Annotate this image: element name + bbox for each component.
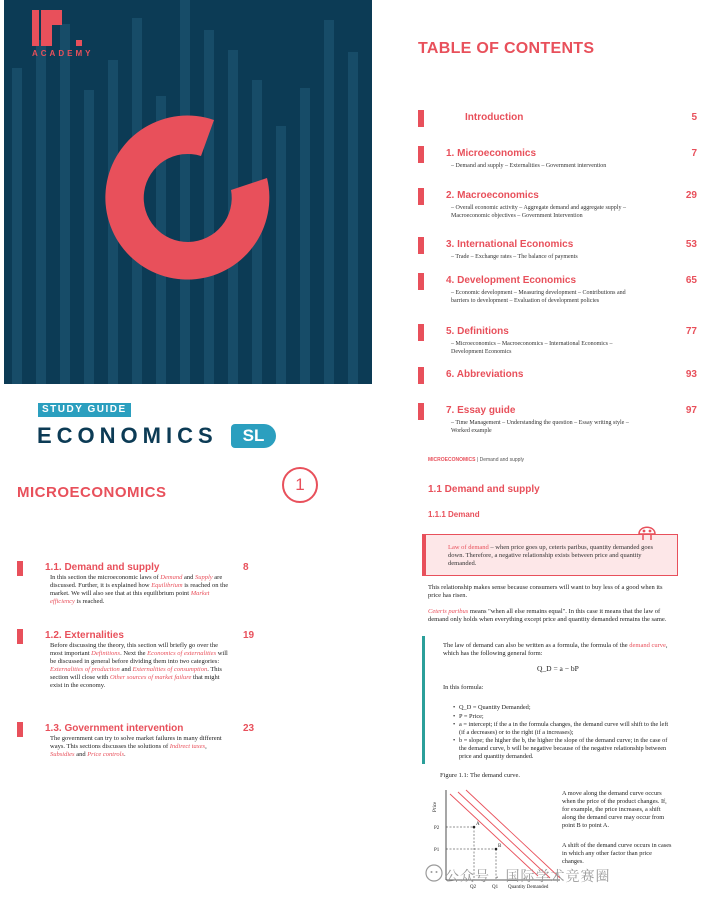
paragraph-relationship: This relationship makes sense because consumers will want to buy less of a good when its price has risen. [428,584,663,599]
brand-word: ACADEMY [32,49,94,58]
section-marker [17,629,23,644]
cover-bar [348,52,358,384]
toc-marker [418,273,424,290]
study-guide-label: STUDY GUIDE [38,403,131,417]
owl-mascot-icon [634,518,660,544]
section-marker [17,722,23,737]
toc-marker [418,188,424,205]
demand-formula: Q_D = a − bP [537,664,579,673]
formula-intro: The law of demand can also be written as a formula, the formula of the demand curve, which has the following general form: [443,642,668,657]
toc-entry-page: 7 [691,148,697,159]
toc-entry-page: 5 [691,112,697,123]
b-academy-logo-icon [32,10,97,46]
formula-definitions [453,704,673,761]
figure-note-shift: A shift of the demand curve occurs in cases in which any other factor than price changes. [562,842,672,865]
cover-bar [60,24,70,384]
list-item: • b = slope; the higher the b, the higher the slope of the demand curve; in the case of the demand curve, b will be negative because of the negative relationship between price and quantity demanded. [453,737,673,760]
cover-page [0,0,372,450]
p2-label: P2 [434,826,440,831]
law-of-demand-text: Law of demand – when price goes up, ceteris paribus, quantity demanded goes down. Therefore, a negative relationship exists between price and quantity demanded. [448,544,654,567]
section-marker [17,561,23,576]
list-item: • Q_D = Quantity Demanded; [453,704,673,712]
point-a-label: A [476,822,480,827]
toc-entry-page: 65 [685,275,697,286]
microeconomics-chapter-page [0,455,350,902]
p1-label: P1 [434,848,440,853]
cover-bar [84,90,94,384]
toc-entry-description: – Overall economic activity – Aggregate demand and aggregate supply – Macroeconomic objectives – Government Intervention [451,205,626,219]
toc-entry-title: 5. Definitions [446,326,509,337]
wechat-icon [425,864,443,882]
section-heading: 1.1 Demand and supply [428,484,540,495]
section-description: In this section the microeconomic laws of Demand and Supply are discussed. Further, it is explained how Equilibrium is reached on the market. We will also see that at this equilibrium point Market efficiency is reached. [50,574,229,605]
toc-marker [418,237,424,254]
toc-entry-page: 93 [685,369,697,380]
point-b-label: B [498,844,502,849]
cover-bar [36,40,46,384]
chapter-number-badge: 1 [282,467,318,503]
q2-label: Q2 [470,885,477,890]
point-a [473,826,476,829]
list-item: • a = intercept; if the a in the formula changes, the demand curve will shift to the left (if a decreases) or to the right (if a increases); [453,721,673,736]
watermark-text: 公众号 · 国际学术竞赛圈 [445,868,611,884]
toc-entry-title: Introduction [465,112,524,123]
toc-entry-page: 29 [685,190,697,201]
toc-entry-description: – Time Management – Understanding the question – Essay writing style – Worked example [451,420,629,434]
section-title: 1.1. Demand and supply [45,562,160,573]
toc-heading: TABLE OF CONTENTS [418,40,595,57]
level-badge: SL [231,424,276,448]
subsection-heading: 1.1.1 Demand [428,510,480,519]
toc-entry-title: 2. Macroeconomics [446,190,539,201]
section-description: The government can try to solve market failures in many different ways. This sections discusses the solutions of Indirect taxes, Subsidies and Price controls. [50,735,222,758]
section-title: 1.3. Government intervention [45,723,184,734]
toc-entry-title: 6. Abbreviations [446,369,524,380]
toc-marker [418,403,424,420]
chapter-heading: MICROECONOMICS [17,484,167,501]
paragraph-ceteris-paribus: Ceteris paribus means "when all else remains equal". In this case it means that the law of demand only holds when everything except price and quantity demanded remains the same. [428,608,667,623]
cover-bar [12,68,22,384]
toc-entry-page: 77 [685,326,697,337]
x-axis-label: Quantity Demanded [508,885,549,890]
figure-caption: Figure 1.1: The demand curve. [440,772,521,779]
toc-marker [418,146,424,163]
toc-entry-page: 97 [685,405,697,416]
table-of-contents-page [378,0,718,450]
toc-entry-page: 53 [685,239,697,250]
cover-artwork [4,0,372,384]
section-page: 19 [243,630,255,641]
figure-note-movement: A move along the demand curve occurs when the price of the product changes. If, for example, the price increases, a shift along the demand curve may occur from point B to point A. [562,790,667,829]
q1-label: Q1 [492,885,499,890]
demand-curve-left [450,794,538,876]
demand-content-page [422,452,718,902]
section-page: 8 [243,562,249,573]
toc-marker [418,324,424,341]
cover-title: ECONOMICS [37,423,218,448]
toc-entry-title: 7. Essay guide [446,405,516,416]
toc-entry-description: – Microeconomics – Macroeconomics – International Economics – Development Economics [451,341,613,355]
formula-callout [422,636,678,764]
section-page: 23 [243,723,255,734]
toc-entry-title: 3. International Economics [446,239,574,250]
y-axis-label: Price [433,801,438,812]
section-description: Before discussing the theory, this section will briefly go over the most important Definitions. Next the Economics of externalities will be discussed in general before dividing them into two categories: Externalities of production and Externalities of consumption. This section will close with Other sources of market failure that might exist in the economy. [50,642,228,689]
donut-graphic-icon [99,108,279,288]
toc-entry-title: 4. Development Economics [446,275,577,286]
cover-bar [300,88,310,384]
toc-marker [418,110,424,127]
toc-entry-description: – Economic development – Measuring development – Contributions and barriers to development – Evaluation of development policies [451,290,626,304]
demand-curve-right [466,790,560,878]
list-item: • P = Price; [453,713,673,721]
running-header: MICROECONOMICS | Demand and supply [428,457,525,463]
toc-entry-description: – Demand and supply – Externalities – Government intervention [451,163,607,169]
formula-legend-intro: In this formula: [443,684,484,691]
toc-entry-description: – Trade – Exchange rates – The balance of payments [451,254,578,260]
section-title: 1.2. Externalities [45,630,124,641]
point-b [495,848,498,851]
cover-bar [324,20,334,384]
toc-entry-title: 1. Microeconomics [446,148,537,159]
toc-marker [418,367,424,384]
